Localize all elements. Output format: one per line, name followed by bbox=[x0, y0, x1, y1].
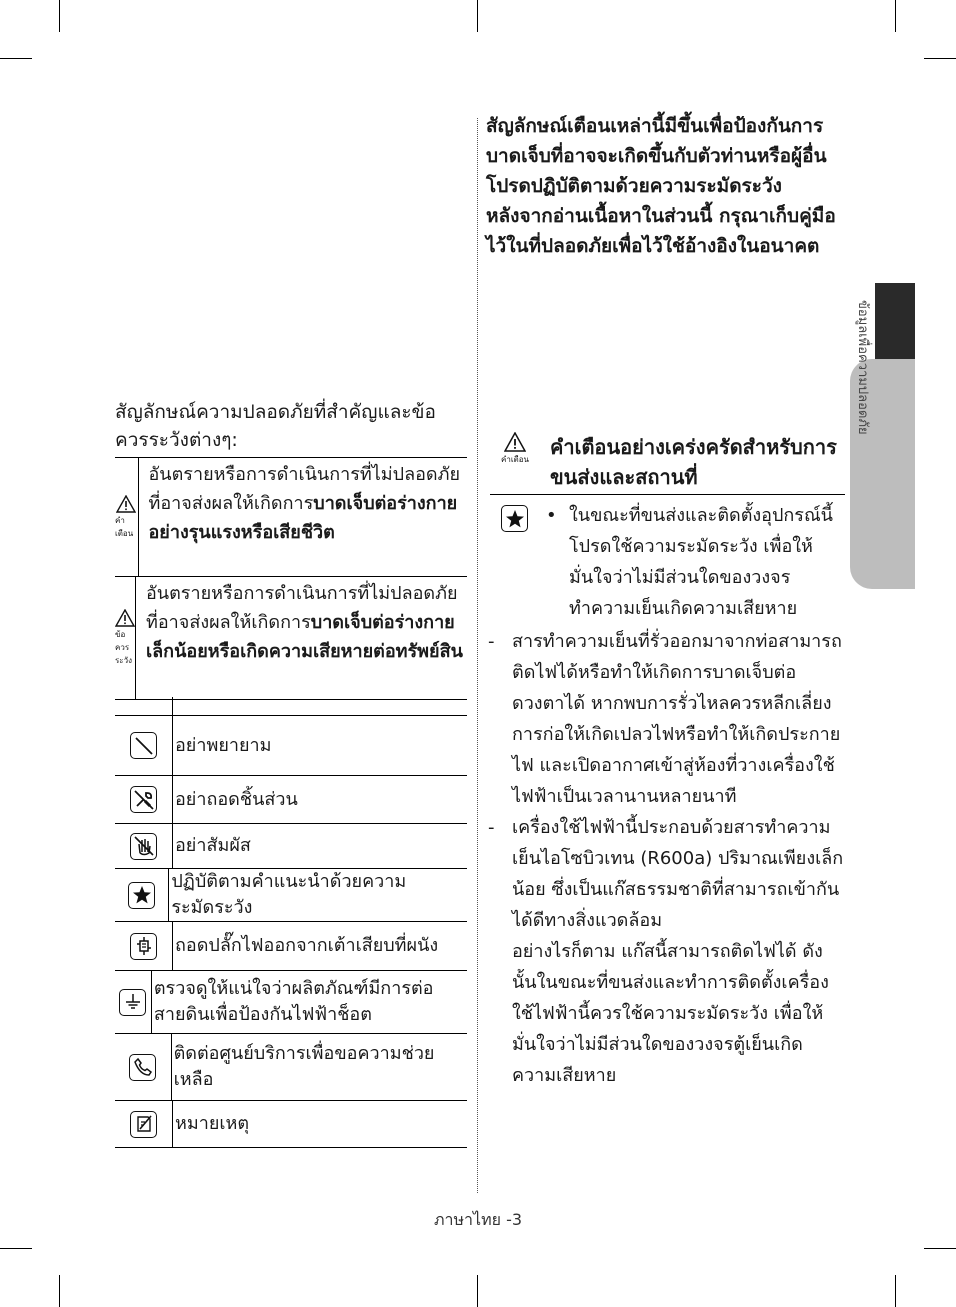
icon-legend-row bbox=[115, 869, 467, 922]
icon-legend-cell bbox=[115, 1101, 173, 1147]
crop-mark bbox=[895, 1275, 896, 1307]
icon-legend-text: อย่าถอดชิ้นส่วน bbox=[175, 788, 298, 810]
dash-mark: - bbox=[488, 631, 495, 652]
warning-dash-text: เครื่องใช้ไฟฟ้านี้ประกอบด้วยสารทำความเย็นไอโซบิวเทน (R600a) ปริมาณเพียงเล็กน้อย ซึ่งเป็นแก๊สธรรมชาติที่สามารถเข้ากันได้ดีทางสิ่งแวดล้อม bbox=[512, 817, 844, 931]
crop-mark bbox=[59, 1275, 60, 1307]
icon-legend-text: ถอดปลั๊กไฟออกจากเต้าเสียบที่ผนัง bbox=[175, 935, 439, 956]
icon-legend-text: หมายเหตุ bbox=[175, 1113, 250, 1134]
severity-icon-label: คำเตือน bbox=[115, 515, 134, 538]
unplug-icon bbox=[130, 933, 157, 960]
crop-mark bbox=[477, 0, 478, 32]
icon-legend-cell bbox=[115, 971, 152, 1033]
warning-bullet bbox=[486, 500, 846, 624]
warning-dash-text: อย่างไรก็ตาม แก๊สนี้สามารถติดไฟได้ ดังนั้นในขณะที่ขนส่งและทำการติดตั้งเครื่องใช้ไฟฟ้านี้ควรใช้ความระมัดระวัง เพื่อให้มั่นใจว่าไม่มีส่วนใดของวงจรตู้เย็นเกิดความเสียหาย bbox=[512, 941, 829, 1086]
severity-bold-text: บาดเจ็บต่อร่างกายเล็กน้อยหรือเกิดความเสียหายต่อทรัพย์สิน bbox=[146, 612, 463, 662]
no-disassembly-icon bbox=[130, 786, 157, 813]
warning-section-title: คำเตือนอย่างเคร่งครัดสำหรับการขนส่งและสถานที่ bbox=[550, 435, 837, 489]
warning-dash-text: สารทำความเย็นที่รั่วออกมาจากท่อสามารถติดไฟได้หรือทำให้เกิดการบาดเจ็บต่อดวงตาได้ หากพบการรั่วไหลควรหลีกเลี่ยงการก่อให้เกิดเปลวไฟหรือทำให้เกิดประกายไฟ และเปิดอากาศเข้าสู่ห้องที่วางเครื่องใช้ไฟฟ้าเป็นเวลานานหลายนาที bbox=[512, 631, 842, 807]
warning-dash-item bbox=[486, 812, 846, 1091]
icon-legend-row bbox=[115, 922, 467, 971]
icon-legend-row bbox=[115, 776, 467, 824]
icon-legend-text: อย่าสัมผัส bbox=[175, 835, 251, 856]
severity-icon-cell bbox=[115, 577, 136, 699]
star-icon bbox=[501, 505, 528, 532]
icon-legend-cell bbox=[115, 776, 173, 823]
side-tab-marker bbox=[875, 283, 915, 359]
side-tab-label: ข้อมูลเพื่อความปลอดภัย bbox=[855, 300, 870, 435]
severity-text: อันตรายหรือการดำเนินการที่ไม่ปลอดภัย ที่อาจส่งผลให้เกิดการ bbox=[146, 583, 458, 633]
dash-mark: - bbox=[488, 817, 495, 838]
crop-mark bbox=[0, 1248, 32, 1249]
crop-mark bbox=[924, 58, 956, 59]
crop-mark bbox=[895, 0, 896, 32]
crop-mark bbox=[0, 58, 32, 59]
crop-mark bbox=[477, 1275, 478, 1307]
no-touch-icon bbox=[130, 833, 157, 860]
warning-section-header bbox=[490, 430, 845, 495]
icon-legend-row bbox=[115, 971, 467, 1034]
warning-bullet-text: ในขณะที่ขนส่งและติดตั้งอุปกรณ์นี้ โปรดใช้ความระมัดระวัง เพื่อให้มั่นใจว่าไม่มีส่วนใดของวงจรทำความเย็นเกิดความเสียหาย bbox=[569, 505, 833, 619]
warning-triangle-icon bbox=[115, 609, 135, 627]
warning-section-body bbox=[486, 500, 846, 1091]
crop-mark bbox=[924, 1248, 956, 1249]
icon-legend-text: ตรวจดูให้แน่ใจว่าผลิตภัณฑ์มีการต่อสายดินเพื่อป้องกันไฟฟ้าช็อต bbox=[153, 978, 434, 1025]
bullet-mark: • bbox=[546, 505, 557, 526]
icon-legend-row bbox=[115, 824, 467, 869]
severity-text: อันตรายหรือการดำเนินการที่ไม่ปลอดภัยที่อาจส่งผลให้เกิดการ bbox=[148, 464, 461, 514]
severity-row-caution bbox=[115, 577, 467, 700]
page-footer: ภาษาไทย -3 bbox=[433, 1210, 523, 1229]
ground-icon bbox=[119, 989, 146, 1016]
column-divider bbox=[477, 118, 478, 1193]
severity-icon-label: ข้อควรระวัง bbox=[115, 630, 132, 665]
intro-text bbox=[486, 111, 846, 261]
icon-legend-table bbox=[115, 716, 467, 1148]
severity-row-warning bbox=[115, 458, 467, 577]
intro-paragraph: สัญลักษณ์เตือนเหล่านี้มีขึ้นเพื่อป้องกันการบาดเจ็บที่อาจจะเกิดขึ้นกับตัวท่านหรือผู้อื่นโปรดปฏิบัติตามด้วยความระมัดระวัง bbox=[486, 115, 827, 197]
icon-legend-row bbox=[115, 1101, 467, 1148]
prohibited-icon bbox=[130, 732, 157, 759]
severity-bold-text: บาดเจ็บต่อร่างกายอย่างรุนแรงหรือเสียชีวิต bbox=[148, 493, 458, 543]
severity-description bbox=[136, 577, 467, 699]
warning-triangle-icon bbox=[504, 432, 526, 452]
icon-legend-cell bbox=[115, 716, 173, 775]
icon-legend-text: อย่าพยายาม bbox=[175, 734, 272, 756]
icon-legend-row bbox=[115, 716, 467, 776]
note-icon bbox=[130, 1111, 157, 1138]
intro-paragraph: หลังจากอ่านเนื้อหาในส่วนนี้ กรุณาเก็บคู่มือไว้ในที่ปลอดภัยเพื่อไว้ใช้อ้างอิงในอนาคต bbox=[486, 205, 836, 257]
severity-table bbox=[115, 457, 467, 700]
crop-mark bbox=[59, 0, 60, 32]
icon-legend-cell bbox=[115, 869, 169, 921]
symbols-heading: สัญลักษณ์ความปลอดภัยที่สำคัญและข้อควรระวังต่างๆ: bbox=[115, 401, 436, 451]
warning-icon-group bbox=[494, 432, 536, 466]
warning-triangle-icon bbox=[116, 495, 136, 513]
severity-icon-cell bbox=[115, 458, 139, 576]
table-spacer-row bbox=[115, 697, 467, 716]
phone-icon bbox=[129, 1054, 156, 1081]
icon-legend-text: ติดต่อศูนย์บริการเพื่อขอความช่วยเหลือ bbox=[173, 1043, 435, 1090]
icon-legend-cell bbox=[115, 1034, 172, 1100]
icon-legend-text: ปฏิบัติตามคำแนะนำด้วยความระมัดระวัง bbox=[171, 871, 407, 918]
severity-description bbox=[139, 458, 468, 576]
star-icon bbox=[128, 882, 155, 909]
icon-legend-cell bbox=[115, 922, 173, 970]
icon-legend-cell bbox=[115, 824, 173, 868]
warning-dash-item bbox=[486, 626, 846, 812]
warning-icon-label: คำเตือน bbox=[500, 455, 530, 464]
icon-legend-row bbox=[115, 1034, 467, 1101]
